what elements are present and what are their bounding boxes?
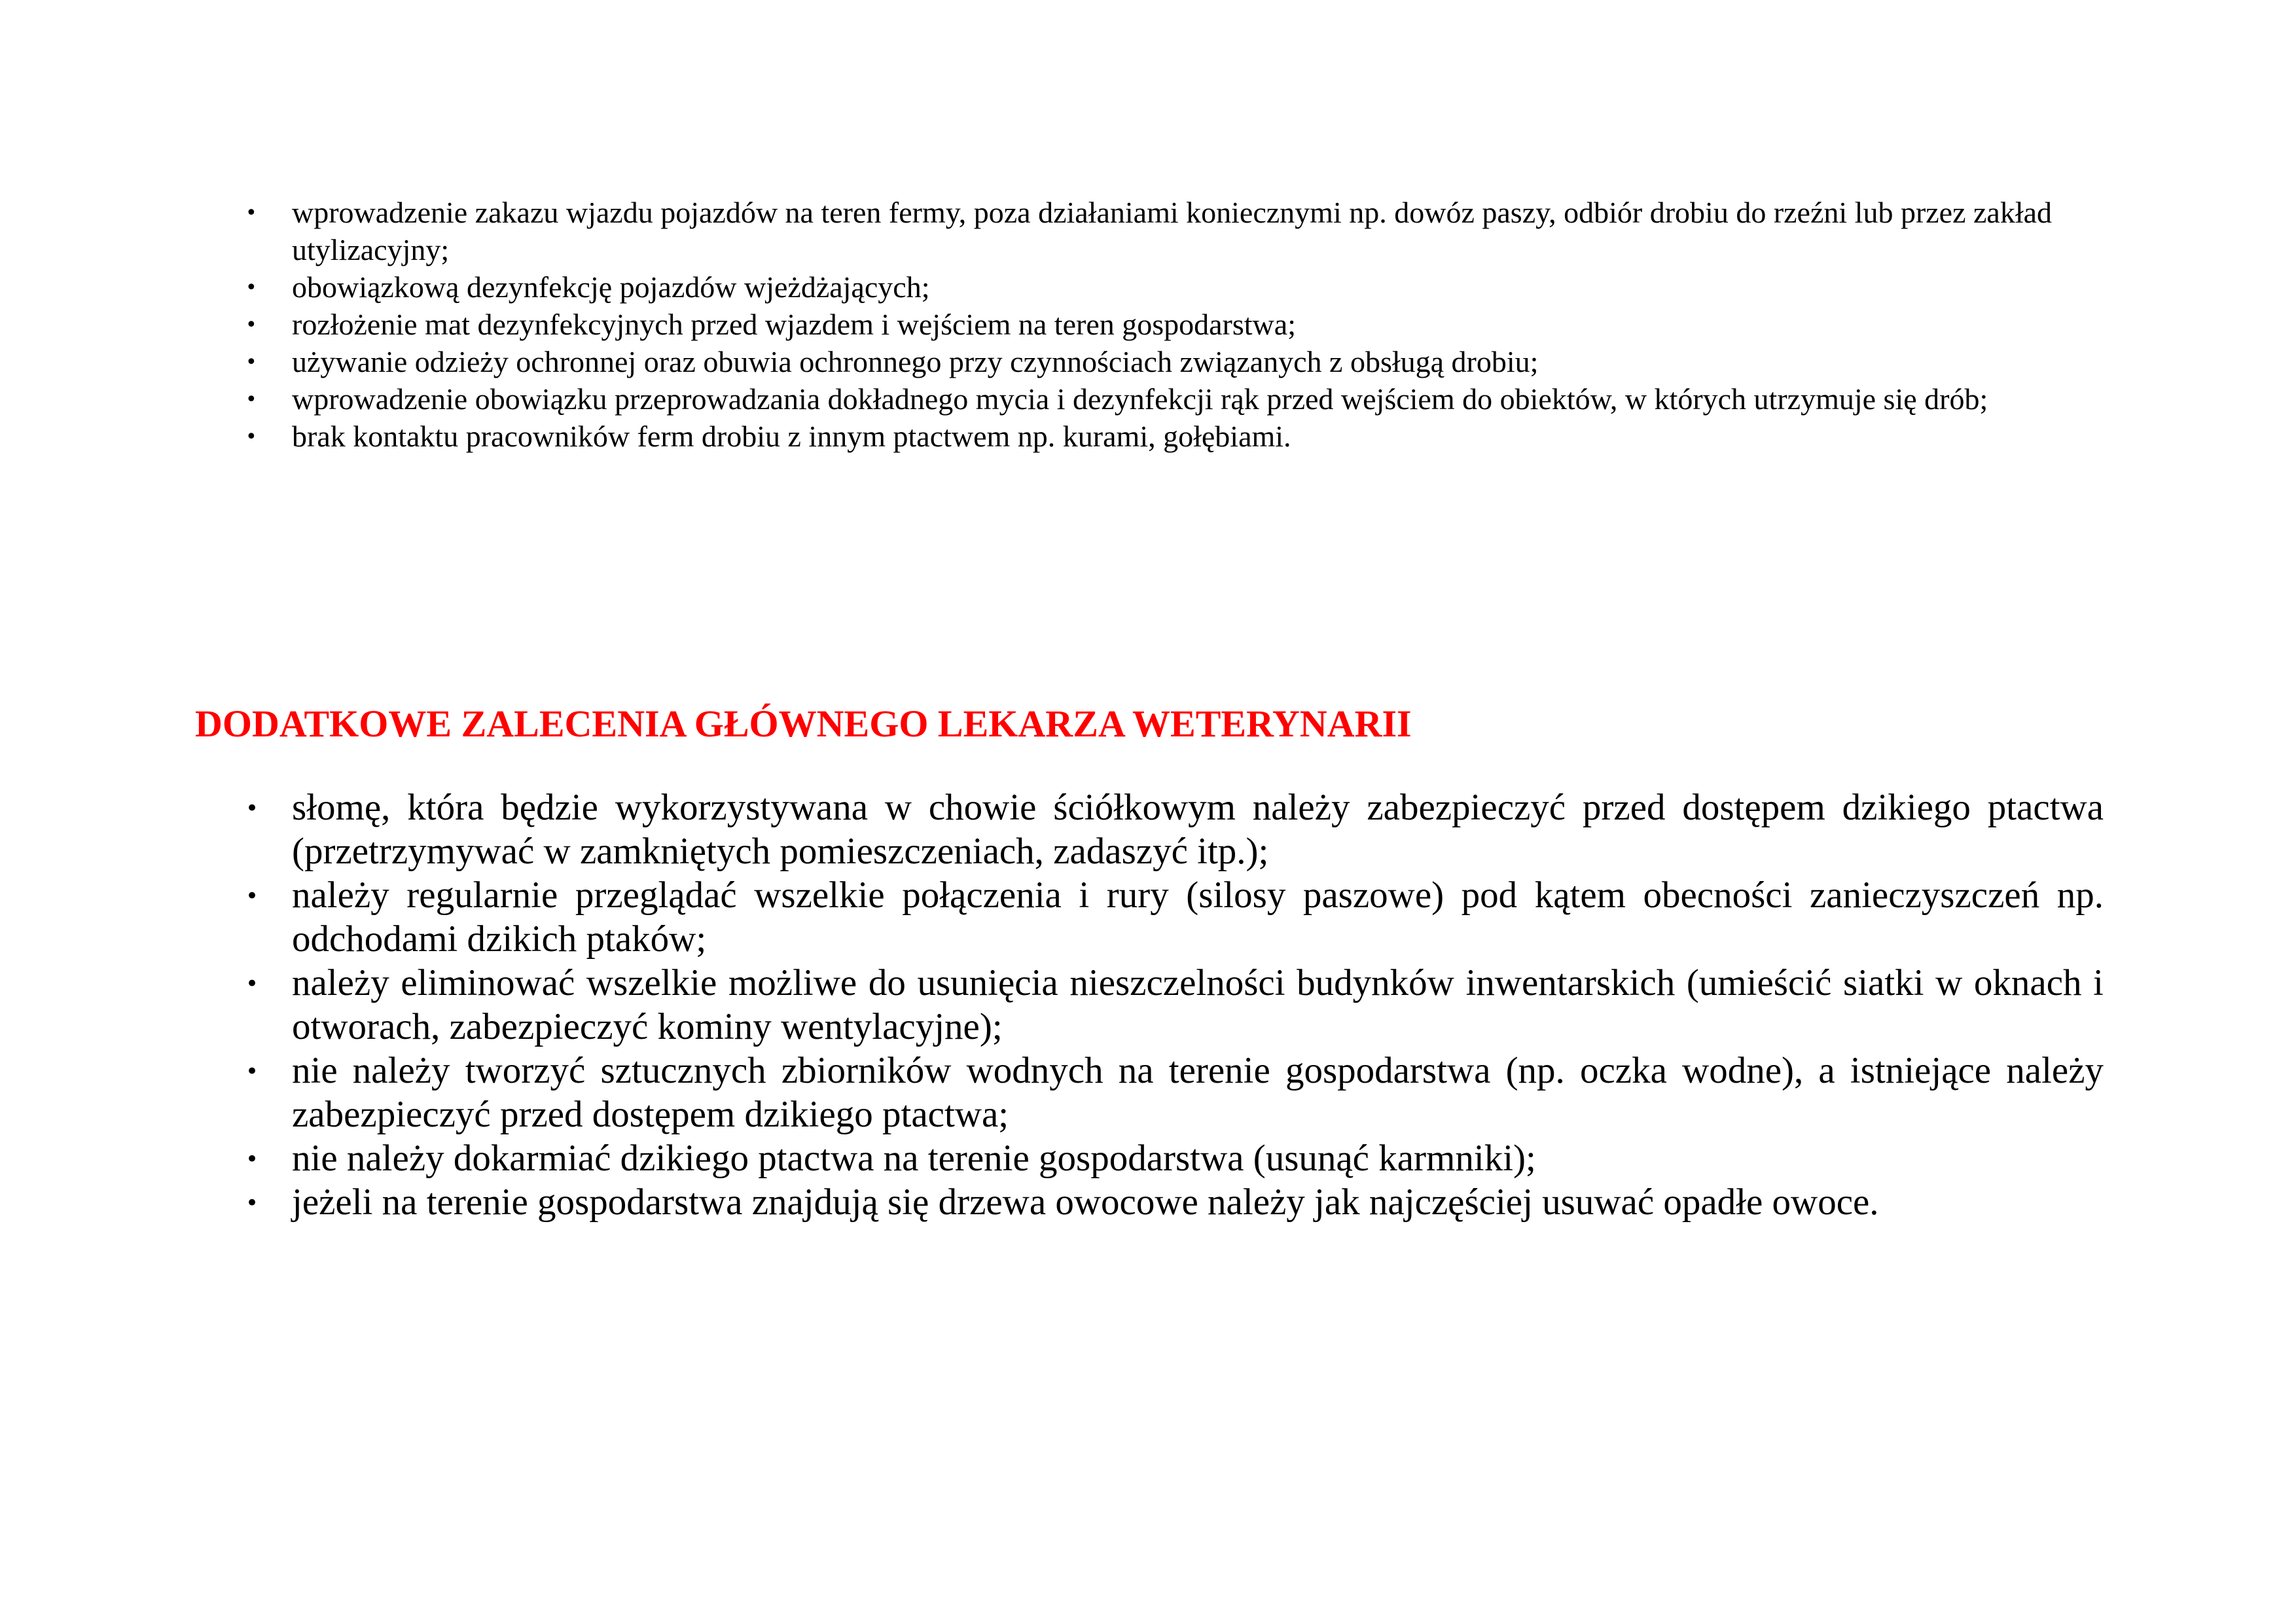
- list-item-text: należy regularnie przeglądać wszelkie połączenia i rury (silosy paszowe) pod kątem obecności zanieczyszczeń np. odchodami dzikich ptaków;: [292, 875, 2104, 960]
- list-item: [245, 873, 2104, 961]
- list-item: [245, 306, 2098, 343]
- list-item-text: nie należy tworzyć sztucznych zbiorników wodnych na terenie gospodarstwa (np. oczka wodne), a istniejące należy zabezpieczyć przed dostępem dzikiego ptactwa;: [292, 1050, 2104, 1135]
- bullet-icon: •: [245, 795, 259, 821]
- list-item-text: obowiązkową dezynfekcję pojazdów wjeżdżających;: [292, 270, 930, 304]
- list-item-text: używanie odzieży ochronnej oraz obuwia ochronnego przy czynnościach związanych z obsługą drobiu;: [292, 345, 1539, 378]
- list-item: [245, 1136, 2104, 1180]
- list-item-text: wprowadzenie zakazu wjazdu pojazdów na teren fermy, poza działaniami koniecznymi np. dowóz paszy, odbiór drobiu do rzeźni lub przez zakład utylizacyjny;: [292, 196, 2053, 266]
- list-item: [245, 961, 2104, 1049]
- list-item-text: wprowadzenie obowiązku przeprowadzania dokładnego mycia i dezynfekcji rąk przed wejściem do obiektów, w których utrzymuje się drób;: [292, 382, 1988, 416]
- bullet-icon: •: [245, 1190, 259, 1216]
- list-item: [245, 268, 2098, 306]
- section-heading: DODATKOWE ZALECENIA GŁÓWNEGO LEKARZA WETERYNARII: [195, 702, 1412, 745]
- recommendations-list: [245, 785, 2104, 1224]
- bullet-icon: •: [245, 314, 257, 336]
- bullet-icon: •: [245, 971, 259, 997]
- list-item-text: rozłożenie mat dezynfekcyjnych przed wjazdem i wejściem na teren gospodarstwa;: [292, 308, 1296, 341]
- list-item: [245, 418, 2098, 455]
- biosecurity-list: [245, 194, 2098, 455]
- list-item: [245, 380, 2098, 418]
- list-item-text: brak kontaktu pracowników ferm drobiu z innym ptactwem np. kurami, gołębiami.: [292, 420, 1291, 453]
- list-item-text: należy eliminować wszelkie możliwe do usunięcia nieszczelności budynków inwentarskich (umieścić siatki w oknach i otworach, zabezpieczyć kominy wentylacyjne);: [292, 962, 2104, 1047]
- list-item: [245, 343, 2098, 380]
- bullet-icon: •: [245, 388, 257, 411]
- list-item-text: słomę, która będzie wykorzystywana w chowie ściółkowym należy zabezpieczyć przed dostępem dzikiego ptactwa (przetrzymywać w zamkniętych pomieszczeniach, zadaszyć itp.);: [292, 787, 2104, 872]
- bullet-icon: •: [245, 425, 257, 448]
- list-item: [245, 1049, 2104, 1136]
- bullet-icon: •: [245, 276, 257, 299]
- bullet-icon: •: [245, 202, 257, 225]
- list-item-text: jeżeli na terenie gospodarstwa znajdują się drzewa owocowe należy jak najczęściej usuwać opadłe owoce.: [292, 1182, 1879, 1223]
- bullet-icon: •: [245, 351, 257, 374]
- list-item: [245, 194, 2098, 268]
- list-item: [245, 785, 2104, 873]
- bullet-icon: •: [245, 883, 259, 909]
- list-item-text: nie należy dokarmiać dzikiego ptactwa na terenie gospodarstwa (usunąć karmniki);: [292, 1138, 1536, 1179]
- bullet-icon: •: [245, 1058, 259, 1085]
- list-item: [245, 1180, 2104, 1224]
- bullet-icon: •: [245, 1146, 259, 1172]
